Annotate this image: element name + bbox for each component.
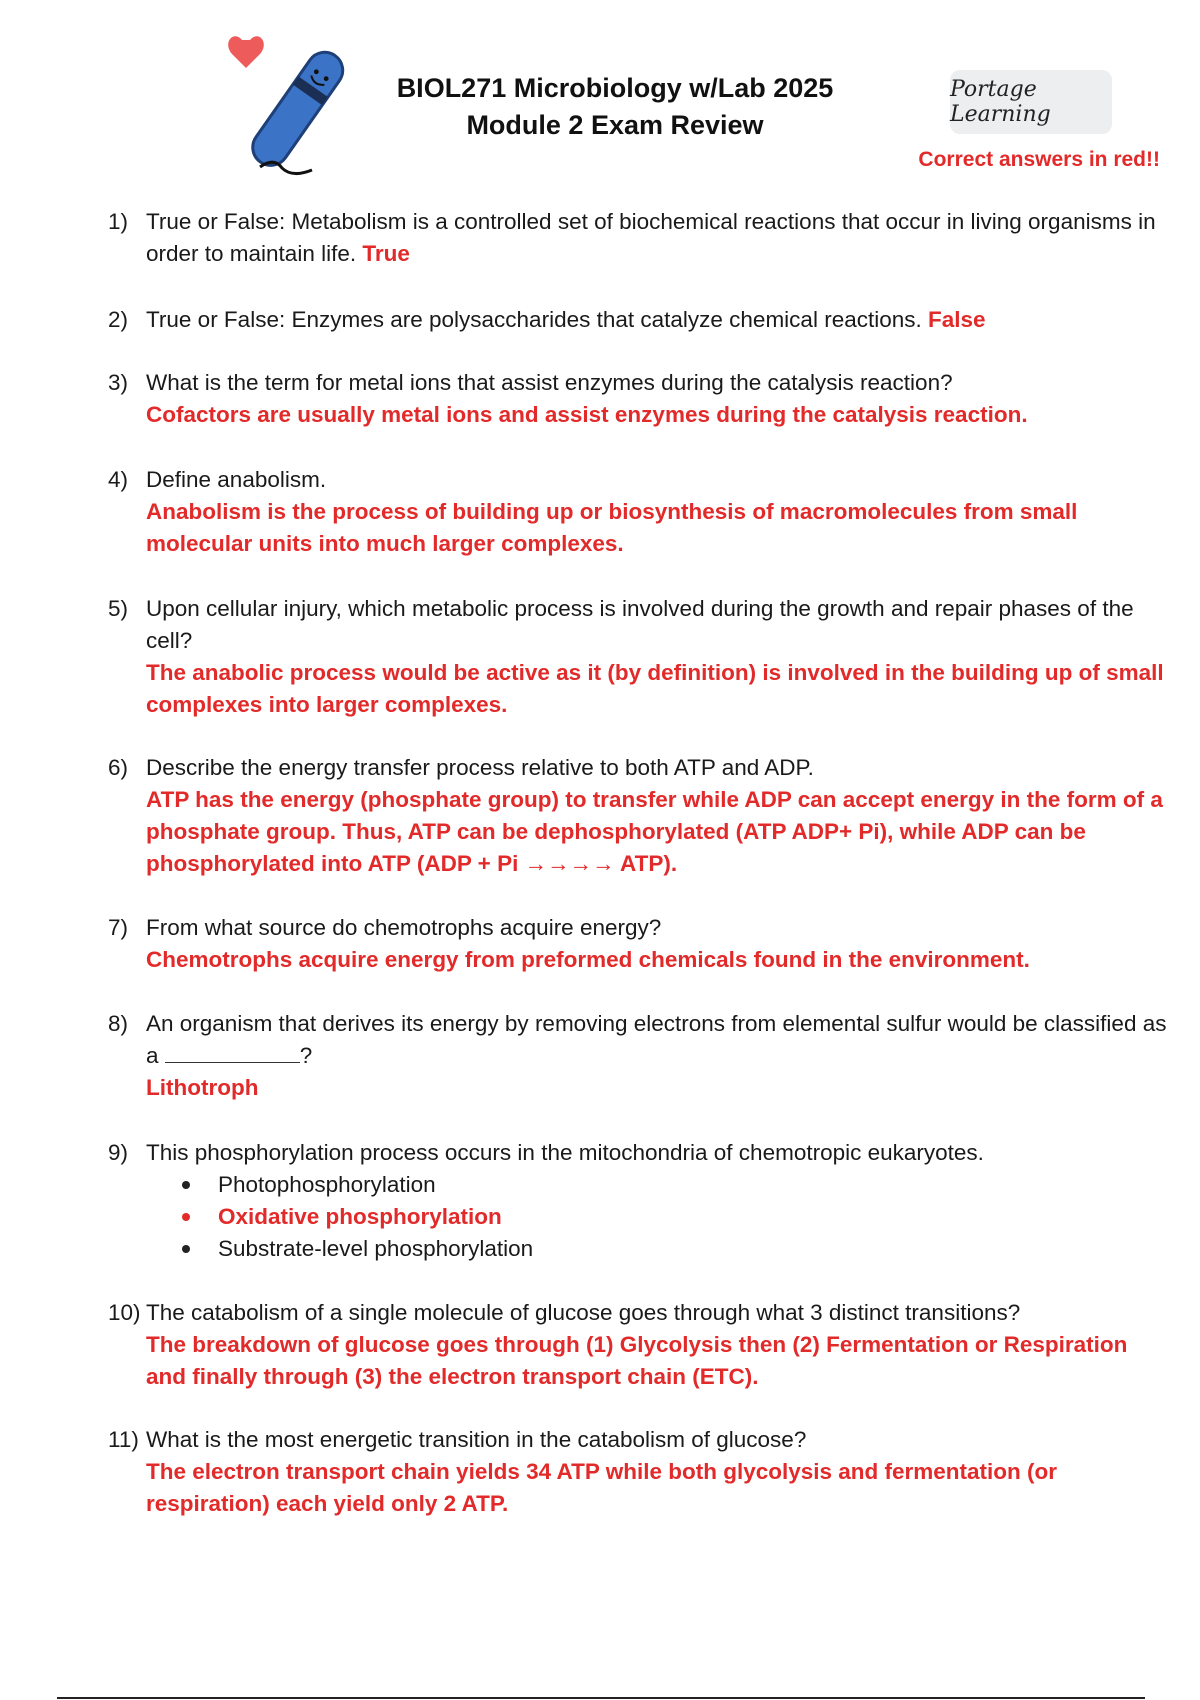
question-number: 11) (108, 1427, 139, 1452)
answer-text: Chemotrophs acquire energy from preformed chemicals found in the environment. (146, 947, 1030, 972)
footer-divider (57, 1697, 1145, 1699)
question-number: 8) (108, 1011, 129, 1036)
question-number: 7) (108, 915, 129, 940)
bullet-icon (182, 1181, 190, 1189)
exam-title: Module 2 Exam Review (466, 110, 764, 140)
option-item-correct (182, 1201, 1168, 1233)
question-4 (108, 464, 1168, 560)
question-text: This phosphorylation process occurs in the mitochondria of chemotropic eukaryotes. (146, 1140, 984, 1165)
answer-text: False (928, 307, 986, 332)
option-label: Substrate-level phosphorylation (218, 1236, 534, 1261)
bullet-icon (182, 1213, 190, 1221)
answer-text: The electron transport chain yields 34 ATP while both glycolysis and fermentation (or respiration) each yield only 2 ATP. (146, 1459, 1058, 1516)
question-number: 4) (108, 467, 129, 492)
question-7 (108, 912, 1168, 976)
question-2 (108, 304, 1168, 336)
answers-note: Correct answers in red!! (918, 148, 1160, 171)
question-text: From what source do chemotrophs acquire energy? (146, 915, 662, 940)
answer-text: Cofactors are usually metal ions and assist enzymes during the catalysis reaction. (146, 402, 1028, 427)
question-text: Upon cellular injury, which metabolic process is involved during the growth and repair phases of the cell? (146, 596, 1134, 653)
answer-text: The breakdown of glucose goes through (1) Glycolysis then (2) Fermentation or Respiration and finally through (3) the electron transport chain (ETC). (146, 1332, 1128, 1389)
heart-icon (228, 36, 264, 68)
question-5 (108, 593, 1168, 721)
question-text: What is the term for metal ions that assist enzymes during the catalysis reaction? (146, 370, 953, 395)
question-1 (108, 206, 1168, 270)
question-number: 3) (108, 370, 129, 395)
pen-with-heart-icon (222, 22, 362, 182)
question-3 (108, 367, 1168, 431)
answer-text: The anabolic process would be active as it (by definition) is involved in the building up of small complexes into larger complexes. (146, 660, 1164, 717)
course-title: BIOL271 Microbiology w/Lab 2025 (396, 73, 834, 103)
answer-text: Lithotroph (146, 1075, 259, 1100)
question-9 (108, 1137, 1168, 1265)
question-number: 6) (108, 755, 129, 780)
question-10 (108, 1297, 1168, 1393)
option-item (182, 1169, 1168, 1201)
question-text: True or False: Metabolism is a controlled set of biochemical reactions that occur in living organisms in order to maintain life. (146, 209, 1156, 266)
question-11 (108, 1424, 1168, 1520)
portage-learning-badge: Portage Learning (950, 70, 1112, 134)
question-number: 2) (108, 307, 129, 332)
question-6 (108, 752, 1168, 880)
question-text: What is the most energetic transition in the catabolism of glucose? (146, 1427, 807, 1452)
answer-text: True (362, 241, 410, 266)
question-text: True or False: Enzymes are polysaccharides that catalyze chemical reactions. (146, 307, 922, 332)
option-label: Photophosphorylation (218, 1172, 436, 1197)
answer-blank (165, 1040, 300, 1063)
answer-text: ATP has the energy (phosphate group) to transfer while ADP can accept energy in the form of a phosphate group. Thus, ATP can be dephosphorylated (ATP ADP+ Pi), while ADP can be phosphorylated into ATP (ADP + Pi →→→→ ATP). (146, 787, 1163, 876)
question-number: 9) (108, 1140, 129, 1165)
answer-options (146, 1169, 1168, 1265)
document-title (360, 70, 870, 144)
question-number: 1) (108, 209, 129, 234)
answer-text: Anabolism is the process of building up or biosynthesis of macromolecules from small molecular units into much larger complexes. (146, 499, 1078, 556)
bullet-icon (182, 1245, 190, 1253)
question-number: 5) (108, 596, 129, 621)
option-item (182, 1233, 1168, 1265)
question-8 (108, 1008, 1168, 1104)
question-text: Describe the energy transfer process relative to both ATP and ADP. (146, 755, 814, 780)
question-text: The catabolism of a single molecule of glucose goes through what 3 distinct transitions? (146, 1300, 1021, 1325)
question-number: 10) (108, 1300, 141, 1325)
question-text: An organism that derives its energy by removing electrons from elemental sulfur would be classified as a (146, 1011, 1167, 1068)
question-text: Define anabolism. (146, 467, 327, 492)
question-suffix: ? (299, 1043, 313, 1068)
option-label: Oxidative phosphorylation (218, 1204, 502, 1229)
